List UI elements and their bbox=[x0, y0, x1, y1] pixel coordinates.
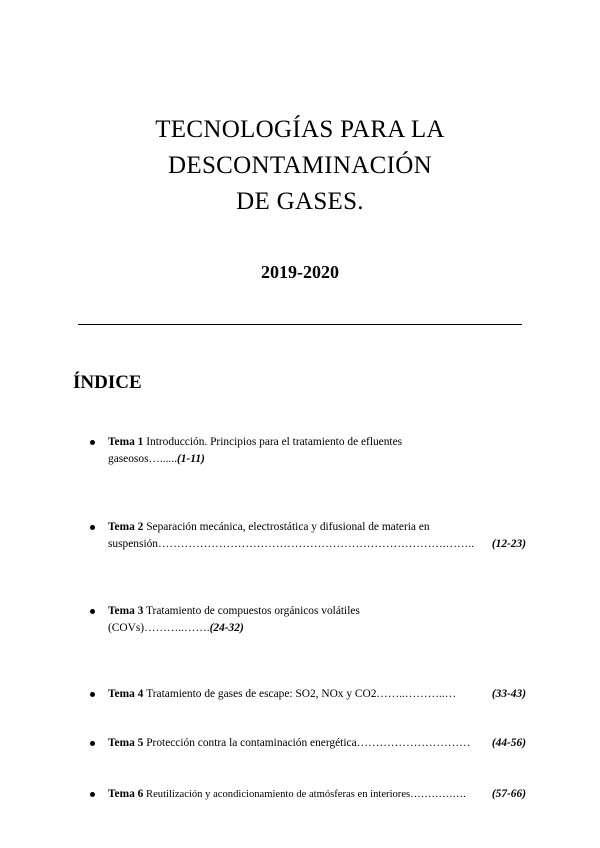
topic-label: Tema 6 bbox=[108, 788, 144, 800]
toc-item-tema-1 bbox=[90, 434, 526, 468]
bullet-icon bbox=[90, 525, 95, 530]
topic-label: Tema 1 bbox=[108, 436, 144, 448]
title-line-2: DESCONTAMINACIÓN bbox=[168, 152, 432, 179]
bullet-icon bbox=[90, 440, 95, 445]
topic-title: Protección contra la contaminación energética bbox=[146, 737, 357, 749]
page-range: (33-43) bbox=[491, 688, 526, 700]
topic-title: Separación mecánica, electrostática y difusional de materia en bbox=[146, 521, 430, 533]
dot-leader: ……………. bbox=[410, 789, 466, 800]
dot-leader: ……..………..… bbox=[376, 688, 457, 700]
dot-leader: …...... bbox=[148, 453, 177, 465]
page-range: (57-66) bbox=[491, 788, 526, 800]
page-range: (44-56) bbox=[491, 737, 526, 749]
bullet-icon bbox=[90, 792, 95, 797]
toc-item-tema-6 bbox=[90, 786, 526, 803]
topic-title: Tratamiento de gases de escape: SO2, NOx y CO2 bbox=[146, 688, 377, 700]
document-title bbox=[0, 112, 600, 220]
topic-label: Tema 2 bbox=[108, 521, 144, 533]
topic-title: Tratamiento de compuestos orgánicos volátiles bbox=[146, 605, 360, 617]
topic-title-cont: (COVs) bbox=[108, 622, 145, 634]
title-line-3: DE GASES. bbox=[236, 188, 364, 215]
index-heading: ÍNDICE bbox=[73, 372, 142, 393]
toc-item-tema-2 bbox=[90, 519, 526, 553]
topic-title-cont: suspensión bbox=[108, 538, 158, 550]
bullet-icon bbox=[90, 609, 95, 614]
page-range: (1-11) bbox=[176, 453, 205, 465]
page-range: (24-32) bbox=[209, 622, 244, 634]
horizontal-rule bbox=[78, 324, 522, 325]
title-line-1: TECNOLOGÍAS PARA LA bbox=[155, 116, 445, 143]
academic-year: 2019-2020 bbox=[261, 262, 339, 282]
dot-leader: ………..……. bbox=[144, 622, 210, 634]
topic-title: Introducción. Principios para el tratamiento de efluentes bbox=[146, 436, 403, 448]
toc-item-tema-4 bbox=[90, 686, 526, 703]
toc-item-tema-3 bbox=[90, 603, 526, 637]
topic-label: Tema 4 bbox=[108, 688, 144, 700]
dot-leader: ………………………………………………………………….…….. bbox=[158, 538, 475, 550]
dot-leader: ………………………… bbox=[356, 737, 471, 749]
topic-label: Tema 3 bbox=[108, 605, 144, 617]
bullet-icon bbox=[90, 692, 95, 697]
topic-title-cont: gaseosos bbox=[108, 453, 149, 465]
topic-title: Reutilización y acondicionamiento de atmósferas en interiores bbox=[146, 789, 411, 800]
bullet-icon bbox=[90, 741, 95, 746]
toc-item-tema-5 bbox=[90, 735, 526, 752]
table-of-contents bbox=[90, 434, 526, 800]
topic-label: Tema 5 bbox=[108, 737, 144, 749]
page-range: (12-23) bbox=[491, 538, 526, 550]
